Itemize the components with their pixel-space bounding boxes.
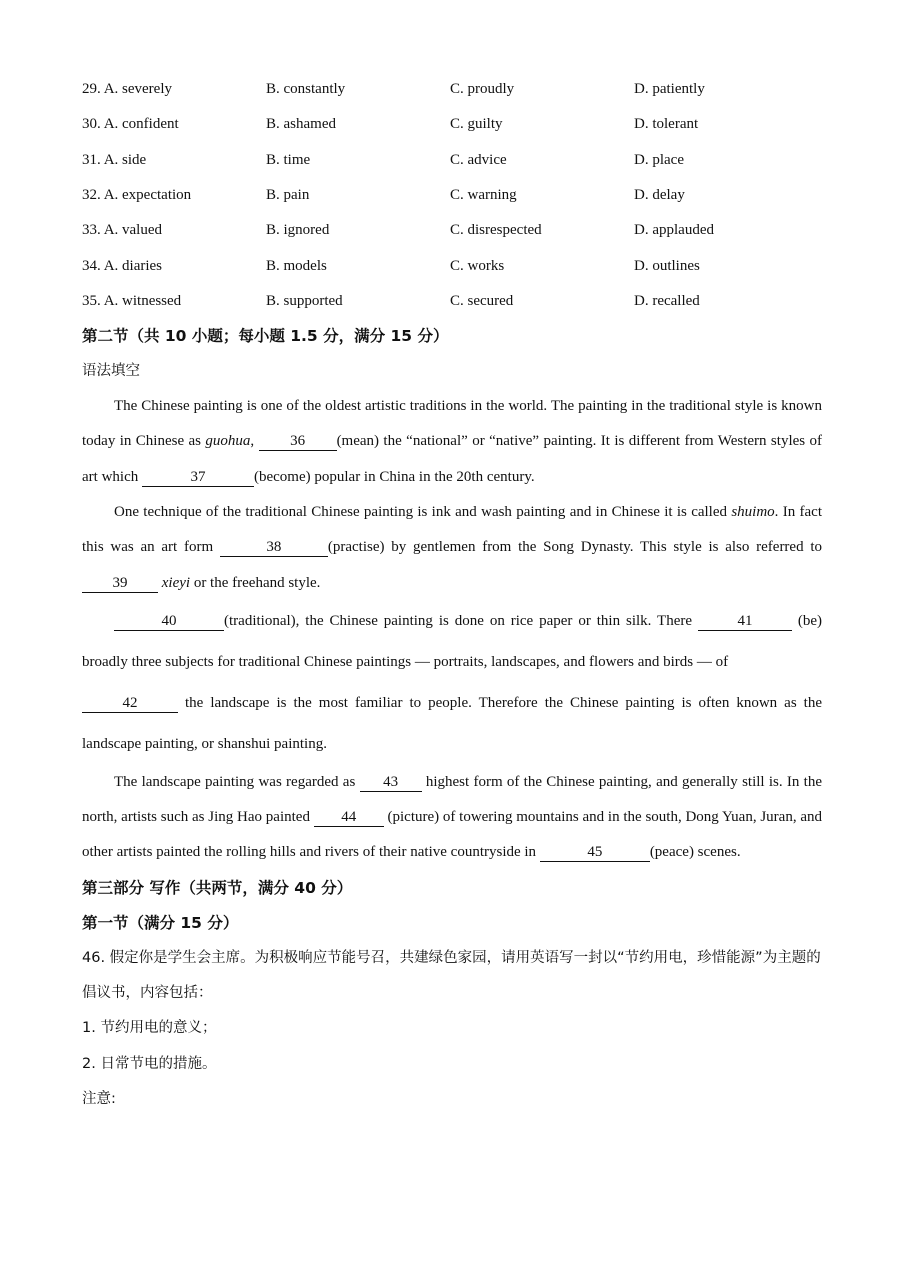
option-d[interactable]: [634, 259, 818, 274]
option-text: A. severely: [103, 81, 172, 98]
exam-page: [82, 72, 822, 1117]
blank-45[interactable]: 45: [540, 843, 650, 862]
option-d[interactable]: [634, 188, 818, 203]
option-text: B. ashamed: [266, 116, 336, 133]
option-d[interactable]: [634, 82, 818, 97]
question-number: 33.: [82, 222, 101, 239]
requirement-1: 1. 节约用电的意义；: [82, 1020, 217, 1037]
blank-41[interactable]: 41: [698, 612, 792, 631]
option-text: D. applauded: [634, 222, 714, 239]
choice-row-34: [82, 248, 822, 283]
blank-40[interactable]: 40: [114, 612, 224, 631]
option-b[interactable]: [266, 117, 450, 132]
requirement-2: 2. 日常节电的措施。: [82, 1055, 217, 1072]
section-2-heading: 第二节（共 10 小题；每小题 1.5 分，满分 15 分）: [82, 327, 449, 346]
passage-paragraph-1: The Chinese painting is one of the oldest artistic traditions in the world. The painting in the traditional style is known today in Chinese as guohua, 36 (mean) the “national” or “native” painting. It is different from Western styles of art which 37 (become) popular in China in the 20th century.: [82, 398, 822, 485]
option-text: B. models: [266, 257, 327, 274]
option-text: C. guilty: [450, 116, 503, 133]
blank-39[interactable]: 39: [82, 574, 158, 593]
option-a[interactable]: [82, 188, 266, 203]
question-number: 35.: [82, 292, 101, 309]
option-c[interactable]: [450, 188, 634, 203]
option-text: A. confident: [103, 116, 179, 133]
option-text: A. side: [103, 151, 147, 168]
blank-37[interactable]: 37: [142, 468, 254, 487]
option-text: D. recalled: [634, 292, 700, 309]
option-text: D. patiently: [634, 81, 705, 98]
option-text: C. disrespected: [450, 222, 542, 239]
question-number: 31.: [82, 151, 101, 168]
term-xieyi: xieyi: [161, 574, 191, 591]
option-text: B. constantly: [266, 81, 346, 98]
option-text: C. warning: [450, 187, 517, 204]
option-text: A. valued: [103, 222, 163, 239]
option-d[interactable]: [634, 223, 818, 238]
option-text: D. outlines: [634, 257, 700, 274]
option-text: A. expectation: [103, 187, 192, 204]
option-a[interactable]: [82, 117, 266, 132]
option-text: B. supported: [266, 292, 343, 309]
option-b[interactable]: [266, 188, 450, 203]
option-a[interactable]: [82, 223, 266, 238]
option-text: D. place: [634, 151, 684, 168]
option-text: C. secured: [450, 292, 514, 309]
choice-row-35: [82, 284, 822, 319]
passage-paragraph-3: 40 (traditional), the Chinese painting is done on rice paper or thin silk. There 41 (be) broadly three subjects for traditional Chinese paintings — portraits, landscapes, and flowers and birds — of 42 the landscape is the most familiar to people. Therefore the Chinese painting is often known as the landscape painting, or shanshui painting.: [82, 612, 822, 752]
blank-38[interactable]: 38: [220, 538, 328, 557]
option-b[interactable]: [266, 82, 450, 97]
question-number: 34.: [82, 257, 101, 274]
section-2-subheading: 语法填空: [82, 363, 140, 380]
question-46-prompt: 46. 假定你是学生会主席。为积极响应节能号召，共建绿色家园，请用英语写一封以“节约用电，珍惜能源”为主题的倡议书，内容包括：: [82, 949, 821, 1002]
option-b[interactable]: [266, 259, 450, 274]
blank-44[interactable]: 44: [314, 808, 384, 827]
option-a[interactable]: [82, 259, 266, 274]
option-text: A. witnessed: [103, 292, 182, 309]
option-b[interactable]: [266, 223, 450, 238]
passage-paragraph-2: One technique of the traditional Chinese painting is ink and wash painting and in Chinese it is called shuimo. In fact this was an art form 38 (practise) by gentlemen from the Song Dynasty. This style is also referred to 39 xieyi or the freehand style.: [82, 503, 822, 591]
option-a[interactable]: [82, 294, 266, 309]
choice-table: [82, 72, 822, 319]
term-shuimo: shuimo: [731, 503, 775, 520]
option-text: A. diaries: [103, 257, 163, 274]
option-text: D. tolerant: [634, 116, 699, 133]
option-a[interactable]: [82, 82, 266, 97]
option-d[interactable]: [634, 294, 818, 309]
choice-row-33: [82, 213, 822, 248]
option-c[interactable]: [450, 153, 634, 168]
choice-row-32: [82, 178, 822, 213]
blank-43[interactable]: 43: [360, 773, 422, 792]
option-c[interactable]: [450, 82, 634, 97]
option-a[interactable]: [82, 153, 266, 168]
option-text: B. time: [266, 151, 311, 168]
question-number: 29.: [82, 81, 101, 98]
writing-part: [82, 871, 822, 1117]
part-3-section-1-heading: 第一节（满分 15 分）: [82, 913, 239, 932]
option-c[interactable]: [450, 223, 634, 238]
option-b[interactable]: [266, 294, 450, 309]
option-c[interactable]: [450, 117, 634, 132]
passage-paragraph-4: The landscape painting was regarded as 43 highest form of the Chinese painting, and generally still is. In the north, artists such as Jing Hao painted 44 (picture) of towering mountains and in the south, Dong Yuan, Juran, and other artists painted the rolling hills and rivers of their native countryside in 45 (peace) scenes.: [82, 773, 822, 861]
blank-42[interactable]: 42: [82, 694, 178, 713]
question-number: 30.: [82, 116, 101, 133]
option-c[interactable]: [450, 294, 634, 309]
term-guohua: guohua: [205, 433, 251, 450]
choice-row-30: [82, 107, 822, 142]
option-text: C. proudly: [450, 81, 515, 98]
blank-36[interactable]: 36: [259, 432, 337, 451]
option-d[interactable]: [634, 117, 818, 132]
option-text: C. advice: [450, 151, 507, 168]
option-d[interactable]: [634, 153, 818, 168]
option-text: B. pain: [266, 187, 310, 204]
option-text: C. works: [450, 257, 505, 274]
part-3-heading: 第三部分 写作（共两节，满分 40 分）: [82, 878, 353, 897]
option-b[interactable]: [266, 153, 450, 168]
option-text: D. delay: [634, 187, 685, 204]
note-label: 注意:: [82, 1090, 116, 1107]
option-c[interactable]: [450, 259, 634, 274]
choice-row-29: [82, 72, 822, 107]
choice-row-31: [82, 143, 822, 178]
option-text: B. ignored: [266, 222, 330, 239]
question-number: 32.: [82, 187, 101, 204]
